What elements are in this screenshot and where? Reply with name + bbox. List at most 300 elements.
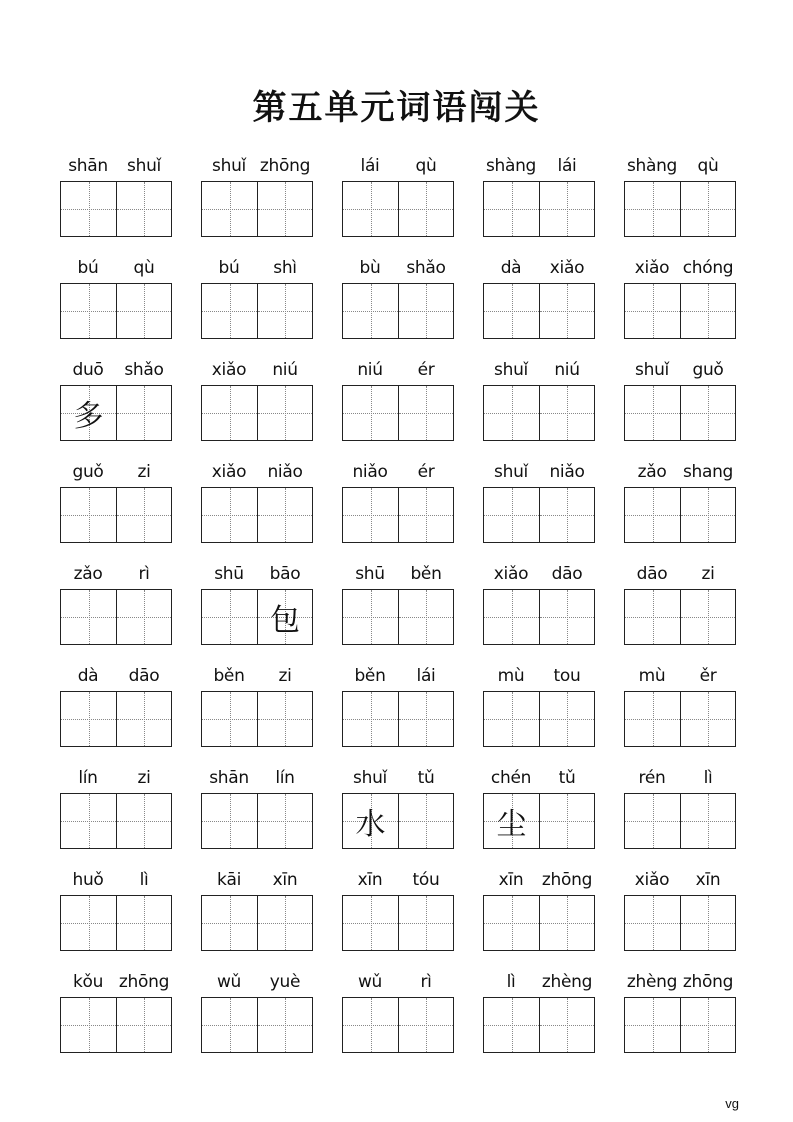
tianzige-box[interactable] <box>398 794 453 848</box>
tianzige-box[interactable] <box>539 692 594 746</box>
word-item <box>624 458 736 560</box>
tianzige-pair <box>60 691 172 747</box>
tianzige-box[interactable] <box>257 692 312 746</box>
pinyin-row <box>60 560 172 589</box>
pinyin-syllable: běn <box>213 666 245 686</box>
tianzige-pair <box>201 895 313 951</box>
word-item <box>201 356 313 458</box>
tianzige-box[interactable] <box>343 590 398 644</box>
word-item <box>483 152 595 254</box>
tianzige-box[interactable] <box>398 284 453 338</box>
pinyin-row <box>624 560 736 589</box>
word-item <box>483 458 595 560</box>
pinyin-syllable: mù <box>497 666 525 686</box>
pinyin-syllable: niú <box>272 360 298 380</box>
tianzige-box[interactable] <box>484 386 539 440</box>
tianzige-box[interactable] <box>116 284 171 338</box>
pinyin-row <box>342 254 454 283</box>
tianzige-pair <box>483 895 595 951</box>
pinyin-syllable: bú <box>218 258 240 278</box>
pinyin-syllable: zǎo <box>637 462 667 482</box>
pinyin-syllable: dāo <box>636 564 668 584</box>
tianzige-box[interactable] <box>343 692 398 746</box>
pinyin-syllable: shuǐ <box>353 768 387 788</box>
word-item <box>201 254 313 356</box>
pinyin-syllable: kāi <box>216 870 242 890</box>
pinyin-syllable: shǎo <box>124 360 164 380</box>
pinyin-syllable: yuè <box>269 972 301 992</box>
tianzige-box[interactable] <box>116 692 171 746</box>
pinyin-syllable: běn <box>410 564 442 584</box>
tianzige-box[interactable] <box>202 284 257 338</box>
word-item <box>342 764 454 866</box>
word-item <box>624 560 736 662</box>
tianzige-box[interactable] <box>398 488 453 542</box>
tianzige-box[interactable] <box>484 692 539 746</box>
tianzige-pair <box>624 487 736 543</box>
pinyin-syllable: guǒ <box>72 462 104 482</box>
pinyin-syllable: ěr <box>699 666 717 686</box>
word-item <box>483 560 595 662</box>
tianzige-pair <box>201 385 313 441</box>
tianzige-box[interactable] <box>116 896 171 950</box>
word-grid <box>60 152 736 1070</box>
tianzige-pair <box>60 181 172 237</box>
pinyin-syllable: shàng <box>485 156 537 176</box>
tianzige-box[interactable] <box>398 896 453 950</box>
pinyin-syllable: zhōng <box>118 972 170 992</box>
pinyin-syllable: dāo <box>128 666 160 686</box>
tianzige-box[interactable] <box>625 284 680 338</box>
tianzige-box[interactable] <box>484 182 539 236</box>
word-item <box>60 662 172 764</box>
word-item <box>60 764 172 866</box>
pinyin-syllable: tǔ <box>417 768 435 788</box>
word-item <box>624 764 736 866</box>
pinyin-row <box>201 968 313 997</box>
tianzige-pair <box>483 181 595 237</box>
tianzige-box[interactable] <box>202 998 257 1052</box>
tianzige-box[interactable] <box>257 386 312 440</box>
word-item <box>483 866 595 968</box>
tianzige-box[interactable] <box>61 794 116 848</box>
pinyin-syllable: xīn <box>695 870 721 890</box>
pinyin-row <box>483 764 595 793</box>
tianzige-box[interactable] <box>680 692 735 746</box>
pinyin-syllable: shuǐ <box>494 462 528 482</box>
word-item <box>342 356 454 458</box>
pinyin-syllable: lái <box>557 156 577 176</box>
pinyin-syllable: niǎo <box>549 462 585 482</box>
word-item <box>60 560 172 662</box>
pinyin-syllable: dà <box>500 258 522 278</box>
tianzige-pair <box>342 487 454 543</box>
pinyin-syllable: kǒu <box>72 972 104 992</box>
pinyin-syllable: zi <box>137 462 151 482</box>
tianzige-box[interactable] <box>202 488 257 542</box>
tianzige-pair <box>483 691 595 747</box>
tianzige-box[interactable] <box>202 692 257 746</box>
pinyin-syllable: shān <box>209 768 249 788</box>
pinyin-syllable: zhōng <box>541 870 593 890</box>
tianzige-pair <box>201 487 313 543</box>
pinyin-syllable: ér <box>417 360 435 380</box>
tianzige-pair <box>483 487 595 543</box>
tianzige-pair <box>483 385 595 441</box>
pinyin-syllable: zǎo <box>73 564 103 584</box>
tianzige-box[interactable] <box>116 590 171 644</box>
pinyin-syllable: xiǎo <box>634 258 670 278</box>
pinyin-syllable: shang <box>682 462 734 482</box>
word-item <box>342 662 454 764</box>
tianzige-pair <box>201 793 313 849</box>
pinyin-syllable: zhōng <box>259 156 311 176</box>
pinyin-row <box>201 458 313 487</box>
pinyin-row <box>201 356 313 385</box>
tianzige-box[interactable] <box>61 998 116 1052</box>
pinyin-row <box>483 254 595 283</box>
pinyin-row <box>60 356 172 385</box>
word-item <box>342 254 454 356</box>
pinyin-syllable: zhèng <box>626 972 678 992</box>
page-title: 第五单元词语闯关 <box>252 88 541 128</box>
pinyin-syllable: zi <box>137 768 151 788</box>
pinyin-row <box>483 662 595 691</box>
tianzige-box[interactable] <box>484 794 539 848</box>
tianzige-pair <box>60 997 172 1053</box>
word-item <box>624 254 736 356</box>
word-item <box>624 866 736 968</box>
tianzige-box[interactable] <box>257 896 312 950</box>
tianzige-box[interactable] <box>202 896 257 950</box>
pinyin-syllable: lì <box>139 870 149 890</box>
tianzige-box[interactable] <box>61 386 116 440</box>
pinyin-row <box>201 662 313 691</box>
pinyin-syllable: chóng <box>682 258 734 278</box>
tianzige-pair <box>342 181 454 237</box>
pinyin-syllable: tǔ <box>558 768 576 788</box>
tianzige-box[interactable] <box>116 386 171 440</box>
word-item <box>342 152 454 254</box>
word-item <box>201 560 313 662</box>
tianzige-box[interactable] <box>202 794 257 848</box>
word-item <box>342 458 454 560</box>
word-item <box>201 662 313 764</box>
word-item <box>483 356 595 458</box>
tianzige-pair <box>483 589 595 645</box>
tianzige-pair <box>342 895 454 951</box>
tianzige-box[interactable] <box>61 182 116 236</box>
word-item <box>624 152 736 254</box>
tianzige-box[interactable] <box>484 590 539 644</box>
tianzige-box[interactable] <box>398 182 453 236</box>
pinyin-syllable: bú <box>77 258 99 278</box>
pinyin-row <box>483 866 595 895</box>
tianzige-box[interactable] <box>398 998 453 1052</box>
pinyin-syllable: ér <box>417 462 435 482</box>
tianzige-pair <box>201 997 313 1053</box>
pinyin-syllable: lái <box>360 156 380 176</box>
tianzige-box[interactable] <box>61 284 116 338</box>
pinyin-syllable: huǒ <box>72 870 104 890</box>
pinyin-syllable: zhèng <box>541 972 593 992</box>
tianzige-box[interactable] <box>116 998 171 1052</box>
tianzige-box[interactable] <box>257 182 312 236</box>
tianzige-pair <box>624 793 736 849</box>
tianzige-box[interactable] <box>680 488 735 542</box>
tianzige-box[interactable] <box>61 692 116 746</box>
tianzige-box[interactable] <box>202 386 257 440</box>
tianzige-box[interactable] <box>625 896 680 950</box>
hanzi-character: 水 <box>355 807 386 842</box>
word-item <box>483 764 595 866</box>
tianzige-pair <box>342 691 454 747</box>
tianzige-pair <box>483 997 595 1053</box>
tianzige-pair <box>60 385 172 441</box>
pinyin-syllable: zhōng <box>682 972 734 992</box>
tianzige-pair <box>201 181 313 237</box>
word-item <box>201 458 313 560</box>
pinyin-row <box>483 458 595 487</box>
tianzige-box[interactable] <box>61 590 116 644</box>
pinyin-row <box>624 866 736 895</box>
tianzige-box[interactable] <box>343 794 398 848</box>
tianzige-box[interactable] <box>680 590 735 644</box>
tianzige-box[interactable] <box>680 998 735 1052</box>
tianzige-box[interactable] <box>625 998 680 1052</box>
pinyin-syllable: lái <box>416 666 436 686</box>
pinyin-syllable: tóu <box>412 870 440 890</box>
pinyin-syllable: duō <box>72 360 104 380</box>
pinyin-row <box>624 968 736 997</box>
tianzige-box[interactable] <box>343 896 398 950</box>
pinyin-row <box>201 254 313 283</box>
pinyin-row <box>60 152 172 181</box>
hanzi-character: 包 <box>270 603 300 638</box>
tianzige-pair <box>342 283 454 339</box>
pinyin-syllable: xīn <box>498 870 524 890</box>
pinyin-syllable: rì <box>420 972 432 992</box>
word-item <box>60 254 172 356</box>
pinyin-syllable: shuǐ <box>212 156 246 176</box>
tianzige-box[interactable] <box>398 692 453 746</box>
word-item <box>483 254 595 356</box>
pinyin-syllable: bāo <box>269 564 301 584</box>
pinyin-syllable: zi <box>701 564 715 584</box>
pinyin-row <box>342 560 454 589</box>
tianzige-box[interactable] <box>343 284 398 338</box>
tianzige-box[interactable] <box>398 590 453 644</box>
pinyin-syllable: xīn <box>357 870 383 890</box>
tianzige-box[interactable] <box>680 896 735 950</box>
pinyin-syllable: shǎo <box>406 258 446 278</box>
tianzige-box[interactable] <box>625 692 680 746</box>
word-item <box>201 152 313 254</box>
tianzige-pair <box>483 283 595 339</box>
tianzige-box[interactable] <box>61 488 116 542</box>
tianzige-pair <box>342 385 454 441</box>
pinyin-syllable: bù <box>359 258 381 278</box>
tianzige-pair <box>342 997 454 1053</box>
tianzige-pair <box>201 283 313 339</box>
pinyin-syllable: lín <box>275 768 295 788</box>
pinyin-syllable: xiǎo <box>211 462 247 482</box>
pinyin-row <box>483 968 595 997</box>
pinyin-row <box>60 254 172 283</box>
tianzige-box[interactable] <box>61 896 116 950</box>
word-item <box>201 866 313 968</box>
tianzige-box[interactable] <box>484 998 539 1052</box>
tianzige-pair <box>483 793 595 849</box>
tianzige-box[interactable] <box>625 794 680 848</box>
pinyin-row <box>201 866 313 895</box>
pinyin-syllable: lín <box>78 768 98 788</box>
pinyin-row <box>60 458 172 487</box>
tianzige-pair <box>624 589 736 645</box>
pinyin-row <box>342 764 454 793</box>
tianzige-box[interactable] <box>539 794 594 848</box>
pinyin-row <box>342 458 454 487</box>
pinyin-syllable: rì <box>138 564 150 584</box>
pinyin-row <box>483 560 595 589</box>
pinyin-syllable: shān <box>68 156 108 176</box>
pinyin-syllable: xiǎo <box>549 258 585 278</box>
word-item <box>60 152 172 254</box>
tianzige-box[interactable] <box>343 386 398 440</box>
tianzige-box[interactable] <box>539 896 594 950</box>
pinyin-row <box>342 662 454 691</box>
tianzige-box[interactable] <box>680 386 735 440</box>
word-item <box>624 662 736 764</box>
tianzige-box[interactable] <box>257 998 312 1052</box>
pinyin-syllable: dà <box>77 666 99 686</box>
tianzige-box[interactable] <box>484 896 539 950</box>
tianzige-box[interactable] <box>484 284 539 338</box>
tianzige-box[interactable] <box>539 182 594 236</box>
pinyin-row <box>201 152 313 181</box>
pinyin-row <box>624 356 736 385</box>
pinyin-row <box>60 764 172 793</box>
tianzige-box[interactable] <box>398 386 453 440</box>
tianzige-pair <box>201 691 313 747</box>
tianzige-pair <box>624 385 736 441</box>
pinyin-syllable: xiǎo <box>211 360 247 380</box>
tianzige-pair <box>624 691 736 747</box>
word-item <box>60 458 172 560</box>
pinyin-syllable: lì <box>506 972 516 992</box>
tianzige-box[interactable] <box>202 182 257 236</box>
pinyin-row <box>483 356 595 385</box>
word-item <box>60 968 172 1070</box>
tianzige-pair <box>60 589 172 645</box>
tianzige-box[interactable] <box>625 386 680 440</box>
pinyin-row <box>60 662 172 691</box>
tianzige-box[interactable] <box>343 182 398 236</box>
pinyin-syllable: niǎo <box>352 462 388 482</box>
tianzige-box[interactable] <box>343 998 398 1052</box>
pinyin-syllable: shì <box>273 258 297 278</box>
tianzige-pair <box>342 589 454 645</box>
pinyin-row <box>624 254 736 283</box>
tianzige-box[interactable] <box>202 590 257 644</box>
tianzige-pair <box>624 997 736 1053</box>
tianzige-box[interactable] <box>116 488 171 542</box>
tianzige-box[interactable] <box>116 182 171 236</box>
word-item <box>60 356 172 458</box>
pinyin-row <box>60 968 172 997</box>
tianzige-pair <box>60 283 172 339</box>
tianzige-box[interactable] <box>680 794 735 848</box>
footer-text: vg <box>725 1096 739 1111</box>
tianzige-box[interactable] <box>539 386 594 440</box>
tianzige-pair <box>624 181 736 237</box>
tianzige-box[interactable] <box>343 488 398 542</box>
pinyin-syllable: shuǐ <box>494 360 528 380</box>
pinyin-row <box>342 356 454 385</box>
tianzige-pair <box>624 895 736 951</box>
tianzige-box[interactable] <box>539 590 594 644</box>
tianzige-box[interactable] <box>539 998 594 1052</box>
tianzige-box[interactable] <box>257 488 312 542</box>
tianzige-box[interactable] <box>116 794 171 848</box>
tianzige-box[interactable] <box>539 488 594 542</box>
pinyin-syllable: xīn <box>272 870 298 890</box>
pinyin-syllable: qù <box>415 156 437 176</box>
tianzige-box[interactable] <box>539 284 594 338</box>
tianzige-box[interactable] <box>625 590 680 644</box>
tianzige-pair <box>60 793 172 849</box>
pinyin-row <box>60 866 172 895</box>
tianzige-box[interactable] <box>625 488 680 542</box>
pinyin-row <box>201 764 313 793</box>
pinyin-syllable: chén <box>490 768 532 788</box>
pinyin-syllable: xiǎo <box>634 870 670 890</box>
pinyin-syllable: shū <box>214 564 244 584</box>
word-item <box>342 866 454 968</box>
pinyin-row <box>201 560 313 589</box>
pinyin-syllable: niú <box>357 360 383 380</box>
pinyin-syllable: niú <box>554 360 580 380</box>
tianzige-pair <box>201 589 313 645</box>
pinyin-syllable: mù <box>638 666 666 686</box>
word-item <box>201 764 313 866</box>
tianzige-box[interactable] <box>625 182 680 236</box>
pinyin-row <box>342 866 454 895</box>
word-item <box>624 968 736 1070</box>
pinyin-syllable: shuǐ <box>635 360 669 380</box>
tianzige-pair <box>624 283 736 339</box>
hanzi-character: 多 <box>73 399 104 434</box>
pinyin-syllable: shuǐ <box>127 156 161 176</box>
pinyin-syllable: shàng <box>626 156 678 176</box>
word-item <box>60 866 172 968</box>
pinyin-syllable: wǔ <box>357 972 383 992</box>
tianzige-box[interactable] <box>680 182 735 236</box>
word-item <box>342 560 454 662</box>
tianzige-box[interactable] <box>257 794 312 848</box>
pinyin-syllable: guǒ <box>692 360 724 380</box>
tianzige-box[interactable] <box>484 488 539 542</box>
tianzige-pair <box>342 793 454 849</box>
word-item <box>483 968 595 1070</box>
pinyin-row <box>624 152 736 181</box>
word-item <box>624 356 736 458</box>
pinyin-syllable: qù <box>697 156 719 176</box>
hanzi-character: 尘 <box>496 807 527 842</box>
tianzige-box[interactable] <box>257 284 312 338</box>
tianzige-box[interactable] <box>680 284 735 338</box>
tianzige-box[interactable] <box>257 590 312 644</box>
